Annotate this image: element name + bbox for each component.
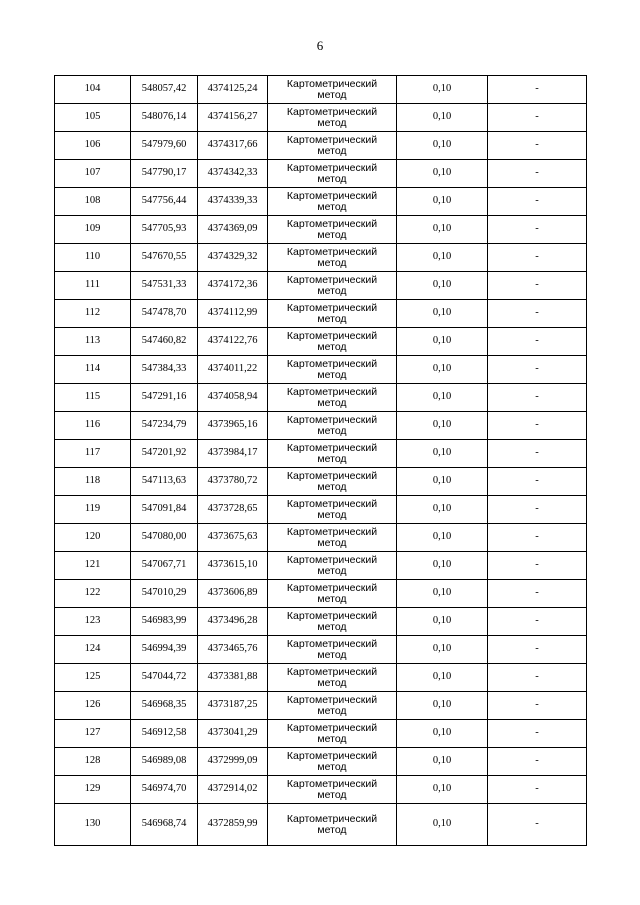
method-cell xyxy=(268,412,397,440)
y-coordinate-cell: 4373381,88 xyxy=(198,664,268,692)
y-coordinate-cell: 4374122,76 xyxy=(198,328,268,356)
method-text-line: метод xyxy=(317,704,347,717)
accuracy-cell: 0,10 xyxy=(397,384,488,412)
x-coordinate-cell: 547384,33 xyxy=(131,356,198,384)
x-coordinate-cell: 547044,72 xyxy=(131,664,198,692)
accuracy-cell: 0,10 xyxy=(397,300,488,328)
y-coordinate-cell: 4374339,33 xyxy=(198,188,268,216)
table-row xyxy=(55,440,587,468)
x-coordinate-cell: 546968,74 xyxy=(131,804,198,846)
method-text-line: Картометрический xyxy=(286,470,378,482)
method-text-line: Картометрический xyxy=(286,386,378,398)
x-coordinate-cell: 548076,14 xyxy=(131,104,198,132)
y-coordinate-cell: 4372859,99 xyxy=(198,804,268,846)
point-number-cell: 104 xyxy=(55,76,131,104)
table-row xyxy=(55,720,587,748)
accuracy-cell: 0,10 xyxy=(397,328,488,356)
method-text-line: Картометрический xyxy=(286,554,378,566)
description-cell: - xyxy=(488,524,587,552)
point-number-cell: 120 xyxy=(55,524,131,552)
method-text-line: метод xyxy=(317,508,347,521)
table-row xyxy=(55,804,587,846)
description-cell: - xyxy=(488,468,587,496)
method-text-line: Картометрический xyxy=(286,750,378,762)
description-cell: - xyxy=(488,132,587,160)
point-number-cell: 113 xyxy=(55,328,131,356)
description-cell: - xyxy=(488,104,587,132)
point-number-cell: 116 xyxy=(55,412,131,440)
method-text-line: метод xyxy=(317,620,347,633)
accuracy-cell: 0,10 xyxy=(397,552,488,580)
accuracy-cell: 0,10 xyxy=(397,216,488,244)
method-text-line: Картометрический xyxy=(286,274,378,286)
accuracy-cell: 0,10 xyxy=(397,76,488,104)
coordinates-table xyxy=(54,75,587,846)
x-coordinate-cell: 547291,16 xyxy=(131,384,198,412)
description-cell: - xyxy=(488,692,587,720)
accuracy-cell: 0,10 xyxy=(397,804,488,846)
accuracy-cell: 0,10 xyxy=(397,664,488,692)
accuracy-cell: 0,10 xyxy=(397,244,488,272)
y-coordinate-cell: 4373728,65 xyxy=(198,496,268,524)
accuracy-cell: 0,10 xyxy=(397,580,488,608)
table-row xyxy=(55,776,587,804)
method-cell xyxy=(268,300,397,328)
x-coordinate-cell: 547010,29 xyxy=(131,580,198,608)
description-cell: - xyxy=(488,720,587,748)
method-cell xyxy=(268,76,397,104)
page-number: 6 xyxy=(316,38,324,53)
method-text-line: метод xyxy=(317,256,347,269)
method-cell xyxy=(268,468,397,496)
description-cell: - xyxy=(488,608,587,636)
method-text-line: Картометрический xyxy=(286,582,378,594)
table-row xyxy=(55,608,587,636)
x-coordinate-cell: 547478,70 xyxy=(131,300,198,328)
method-text-line: метод xyxy=(317,200,347,213)
accuracy-cell: 0,10 xyxy=(397,440,488,468)
x-coordinate-cell: 547091,84 xyxy=(131,496,198,524)
description-cell: - xyxy=(488,328,587,356)
x-coordinate-cell: 547756,44 xyxy=(131,188,198,216)
accuracy-cell: 0,10 xyxy=(397,160,488,188)
method-text-line: метод xyxy=(317,424,347,437)
method-text-line: Картометрический xyxy=(286,330,378,342)
x-coordinate-cell: 546968,35 xyxy=(131,692,198,720)
table-row xyxy=(55,580,587,608)
method-text-line: метод xyxy=(317,480,347,493)
accuracy-cell: 0,10 xyxy=(397,132,488,160)
method-text-line: Картометрический xyxy=(286,246,378,258)
table-row xyxy=(55,328,587,356)
method-cell xyxy=(268,328,397,356)
y-coordinate-cell: 4374058,94 xyxy=(198,384,268,412)
description-cell: - xyxy=(488,580,587,608)
method-cell xyxy=(268,748,397,776)
description-cell: - xyxy=(488,216,587,244)
accuracy-cell: 0,10 xyxy=(397,104,488,132)
method-text-line: Картометрический xyxy=(286,442,378,454)
description-cell: - xyxy=(488,160,587,188)
accuracy-cell: 0,10 xyxy=(397,468,488,496)
y-coordinate-cell: 4373675,63 xyxy=(198,524,268,552)
description-cell: - xyxy=(488,244,587,272)
x-coordinate-cell: 547201,92 xyxy=(131,440,198,468)
x-coordinate-cell: 546974,70 xyxy=(131,776,198,804)
y-coordinate-cell: 4374172,36 xyxy=(198,272,268,300)
table-row xyxy=(55,76,587,104)
method-text-line: Картометрический xyxy=(286,813,378,825)
method-cell xyxy=(268,104,397,132)
y-coordinate-cell: 4374369,09 xyxy=(198,216,268,244)
point-number-cell: 121 xyxy=(55,552,131,580)
accuracy-cell: 0,10 xyxy=(397,776,488,804)
point-number-cell: 118 xyxy=(55,468,131,496)
description-cell: - xyxy=(488,804,587,846)
point-number-cell: 125 xyxy=(55,664,131,692)
method-text-line: метод xyxy=(317,452,347,465)
method-cell xyxy=(268,720,397,748)
accuracy-cell: 0,10 xyxy=(397,412,488,440)
method-text-line: метод xyxy=(317,172,347,185)
y-coordinate-cell: 4373187,25 xyxy=(198,692,268,720)
point-number-cell: 117 xyxy=(55,440,131,468)
method-text-line: метод xyxy=(317,228,347,241)
y-coordinate-cell: 4373496,28 xyxy=(198,608,268,636)
method-cell xyxy=(268,664,397,692)
y-coordinate-cell: 4373984,17 xyxy=(198,440,268,468)
x-coordinate-cell: 547705,93 xyxy=(131,216,198,244)
y-coordinate-cell: 4374329,32 xyxy=(198,244,268,272)
y-coordinate-cell: 4373465,76 xyxy=(198,636,268,664)
method-cell xyxy=(268,244,397,272)
method-cell xyxy=(268,524,397,552)
x-coordinate-cell: 547067,71 xyxy=(131,552,198,580)
description-cell: - xyxy=(488,300,587,328)
x-coordinate-cell: 547670,55 xyxy=(131,244,198,272)
description-cell: - xyxy=(488,748,587,776)
point-number-cell: 112 xyxy=(55,300,131,328)
table-row xyxy=(55,216,587,244)
table-row xyxy=(55,552,587,580)
method-text-line: Картометрический xyxy=(286,778,378,790)
y-coordinate-cell: 4374156,27 xyxy=(198,104,268,132)
y-coordinate-cell: 4372999,09 xyxy=(198,748,268,776)
table-row xyxy=(55,748,587,776)
point-number-cell: 115 xyxy=(55,384,131,412)
description-cell: - xyxy=(488,272,587,300)
y-coordinate-cell: 4374011,22 xyxy=(198,356,268,384)
point-number-cell: 108 xyxy=(55,188,131,216)
accuracy-cell: 0,10 xyxy=(397,272,488,300)
description-cell: - xyxy=(488,664,587,692)
method-text-line: Картометрический xyxy=(286,638,378,650)
method-cell xyxy=(268,552,397,580)
point-number-cell: 107 xyxy=(55,160,131,188)
accuracy-cell: 0,10 xyxy=(397,748,488,776)
point-number-cell: 110 xyxy=(55,244,131,272)
x-coordinate-cell: 546983,99 xyxy=(131,608,198,636)
x-coordinate-cell: 546994,39 xyxy=(131,636,198,664)
table-row xyxy=(55,636,587,664)
table-row xyxy=(55,384,587,412)
method-cell xyxy=(268,188,397,216)
y-coordinate-cell: 4374112,99 xyxy=(198,300,268,328)
method-text-line: метод xyxy=(317,823,347,836)
table-row xyxy=(55,356,587,384)
method-text-line: Картометрический xyxy=(286,190,378,202)
accuracy-cell: 0,10 xyxy=(397,356,488,384)
table-row xyxy=(55,496,587,524)
x-coordinate-cell: 547979,60 xyxy=(131,132,198,160)
point-number-cell: 106 xyxy=(55,132,131,160)
y-coordinate-cell: 4373780,72 xyxy=(198,468,268,496)
method-cell xyxy=(268,440,397,468)
table-row xyxy=(55,300,587,328)
table-row xyxy=(55,104,587,132)
y-coordinate-cell: 4372914,02 xyxy=(198,776,268,804)
description-cell: - xyxy=(488,384,587,412)
method-cell xyxy=(268,692,397,720)
method-cell xyxy=(268,776,397,804)
method-text-line: метод xyxy=(317,144,347,157)
x-coordinate-cell: 546989,08 xyxy=(131,748,198,776)
method-cell xyxy=(268,160,397,188)
description-cell: - xyxy=(488,356,587,384)
y-coordinate-cell: 4374125,24 xyxy=(198,76,268,104)
point-number-cell: 129 xyxy=(55,776,131,804)
x-coordinate-cell: 547113,63 xyxy=(131,468,198,496)
y-coordinate-cell: 4373041,29 xyxy=(198,720,268,748)
description-cell: - xyxy=(488,440,587,468)
method-cell xyxy=(268,384,397,412)
accuracy-cell: 0,10 xyxy=(397,720,488,748)
table-row xyxy=(55,664,587,692)
x-coordinate-cell: 547460,82 xyxy=(131,328,198,356)
method-text-line: метод xyxy=(317,760,347,773)
point-number-cell: 126 xyxy=(55,692,131,720)
method-cell xyxy=(268,636,397,664)
description-cell: - xyxy=(488,636,587,664)
method-text-line: метод xyxy=(317,732,347,745)
table-row xyxy=(55,524,587,552)
coordinates-table-body xyxy=(55,76,587,846)
method-text-line: Картометрический xyxy=(286,302,378,314)
method-cell xyxy=(268,804,397,846)
table-row xyxy=(55,244,587,272)
table-row xyxy=(55,692,587,720)
x-coordinate-cell: 547234,79 xyxy=(131,412,198,440)
table-row xyxy=(55,468,587,496)
table-row xyxy=(55,188,587,216)
method-text-line: Картометрический xyxy=(286,666,378,678)
description-cell: - xyxy=(488,776,587,804)
table-row xyxy=(55,272,587,300)
point-number-cell: 127 xyxy=(55,720,131,748)
method-text-line: метод xyxy=(317,564,347,577)
method-text-line: метод xyxy=(317,116,347,129)
table-row xyxy=(55,412,587,440)
point-number-cell: 119 xyxy=(55,496,131,524)
x-coordinate-cell: 547080,00 xyxy=(131,524,198,552)
method-text-line: метод xyxy=(317,592,347,605)
y-coordinate-cell: 4373606,89 xyxy=(198,580,268,608)
method-cell xyxy=(268,608,397,636)
accuracy-cell: 0,10 xyxy=(397,692,488,720)
y-coordinate-cell: 4373615,10 xyxy=(198,552,268,580)
point-number-cell: 105 xyxy=(55,104,131,132)
accuracy-cell: 0,10 xyxy=(397,636,488,664)
method-cell xyxy=(268,356,397,384)
method-text-line: Картометрический xyxy=(286,78,378,90)
method-text-line: Картометрический xyxy=(286,526,378,538)
description-cell: - xyxy=(488,412,587,440)
point-number-cell: 130 xyxy=(55,804,131,846)
y-coordinate-cell: 4374342,33 xyxy=(198,160,268,188)
method-text-line: Картометрический xyxy=(286,610,378,622)
x-coordinate-cell: 547531,33 xyxy=(131,272,198,300)
x-coordinate-cell: 547790,17 xyxy=(131,160,198,188)
method-cell xyxy=(268,272,397,300)
method-cell xyxy=(268,580,397,608)
method-text-line: Картометрический xyxy=(286,722,378,734)
method-text-line: Картометрический xyxy=(286,134,378,146)
method-cell xyxy=(268,496,397,524)
x-coordinate-cell: 546912,58 xyxy=(131,720,198,748)
method-text-line: Картометрический xyxy=(286,694,378,706)
point-number-cell: 122 xyxy=(55,580,131,608)
point-number-cell: 128 xyxy=(55,748,131,776)
method-text-line: метод xyxy=(317,312,347,325)
method-cell xyxy=(268,132,397,160)
method-text-line: метод xyxy=(317,88,347,101)
method-text-line: Картометрический xyxy=(286,106,378,118)
point-number-cell: 109 xyxy=(55,216,131,244)
method-text-line: метод xyxy=(317,396,347,409)
method-text-line: Картометрический xyxy=(286,218,378,230)
description-cell: - xyxy=(488,552,587,580)
accuracy-cell: 0,10 xyxy=(397,496,488,524)
accuracy-cell: 0,10 xyxy=(397,608,488,636)
method-text-line: метод xyxy=(317,340,347,353)
point-number-cell: 114 xyxy=(55,356,131,384)
table-row xyxy=(55,132,587,160)
description-cell: - xyxy=(488,76,587,104)
method-text-line: Картометрический xyxy=(286,358,378,370)
method-text-line: метод xyxy=(317,368,347,381)
method-text-line: Картометрический xyxy=(286,414,378,426)
accuracy-cell: 0,10 xyxy=(397,524,488,552)
y-coordinate-cell: 4374317,66 xyxy=(198,132,268,160)
point-number-cell: 111 xyxy=(55,272,131,300)
point-number-cell: 123 xyxy=(55,608,131,636)
x-coordinate-cell: 548057,42 xyxy=(131,76,198,104)
method-text-line: метод xyxy=(317,648,347,661)
method-text-line: метод xyxy=(317,536,347,549)
method-text-line: метод xyxy=(317,676,347,689)
method-cell xyxy=(268,216,397,244)
description-cell: - xyxy=(488,188,587,216)
method-text-line: метод xyxy=(317,788,347,801)
method-text-line: Картометрический xyxy=(286,162,378,174)
y-coordinate-cell: 4373965,16 xyxy=(198,412,268,440)
method-text-line: Картометрический xyxy=(286,498,378,510)
description-cell: - xyxy=(488,496,587,524)
method-text-line: метод xyxy=(317,284,347,297)
accuracy-cell: 0,10 xyxy=(397,188,488,216)
table-row xyxy=(55,160,587,188)
point-number-cell: 124 xyxy=(55,636,131,664)
